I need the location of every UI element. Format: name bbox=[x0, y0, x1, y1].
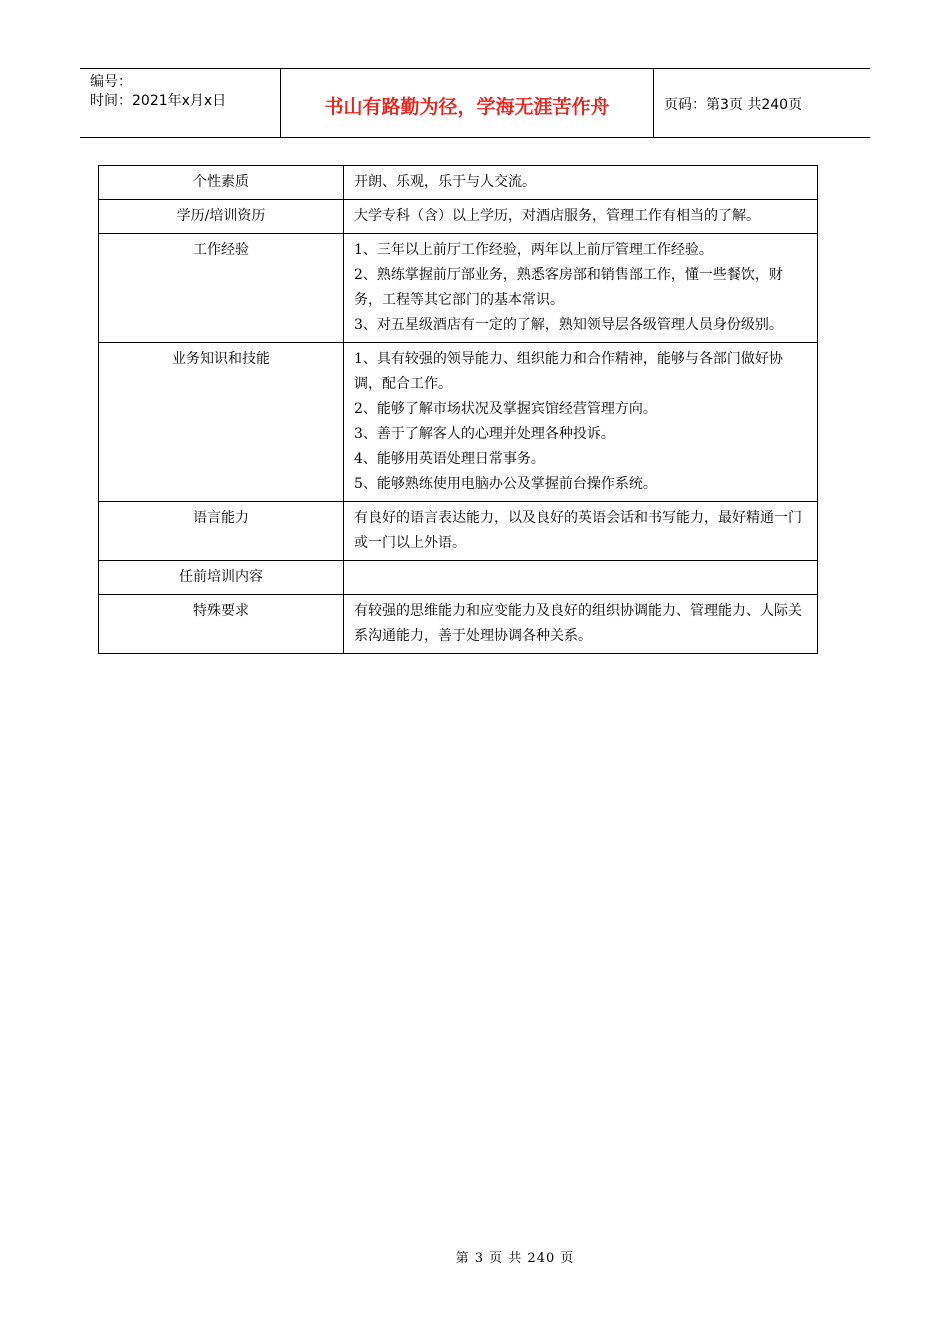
row-value-experience bbox=[344, 234, 818, 343]
time-label: 时间：2021年x月x日 bbox=[90, 93, 227, 109]
row-label-training: 任前培训内容 bbox=[99, 561, 344, 595]
row-value-line: 1、三年以上前厅工作经验，两年以上前厅管理工作经验。 bbox=[354, 242, 713, 258]
row-label-experience: 工作经验 bbox=[99, 234, 344, 343]
row-value-line: 5、能够熟练使用电脑办公及掌握前台操作系统。 bbox=[354, 476, 657, 492]
row-value-line: 3、对五星级酒店有一定的了解，熟知领导层各级管理人员身份级别。 bbox=[354, 317, 783, 333]
row-value-line: 1、具有较强的领导能力、组织能力和合作精神，能够与各部门做好协调，配合工作。 bbox=[354, 351, 783, 392]
row-value-line: 有良好的语言表达能力，以及良好的英语会话和书写能力，最好精通一门或一门以上外语。 bbox=[354, 510, 802, 551]
row-value-personality bbox=[344, 166, 818, 200]
table-row bbox=[99, 595, 818, 654]
row-value-special bbox=[344, 595, 818, 654]
row-value-line: 开朗、乐观，乐于与人交流。 bbox=[354, 174, 536, 190]
header-motto: 书山有路勤为径，学海无涯苦作舟 bbox=[281, 69, 654, 137]
table-row bbox=[99, 502, 818, 561]
number-label: 编号： bbox=[90, 74, 132, 90]
job-requirements-table bbox=[98, 165, 818, 654]
row-label-language: 语言能力 bbox=[99, 502, 344, 561]
page-footer: 第 3 页 共 240 页 bbox=[455, 1251, 575, 1266]
row-label-education: 学历/培训资历 bbox=[99, 200, 344, 234]
table-row bbox=[99, 343, 818, 502]
table-row bbox=[99, 234, 818, 343]
page-header bbox=[80, 68, 870, 138]
row-value-line: 2、能够了解市场状况及掌握宾馆经营管理方向。 bbox=[354, 401, 657, 417]
table-row bbox=[99, 166, 818, 200]
header-meta bbox=[80, 69, 281, 137]
row-value-training bbox=[344, 561, 818, 595]
row-value-line: 有较强的思维能力和应变能力及良好的组织协调能力、管理能力、人际关系沟通能力，善于处理协调各种关系。 bbox=[354, 603, 802, 644]
row-value-skills bbox=[344, 343, 818, 502]
row-value-line: 3、善于了解客人的心理并处理各种投诉。 bbox=[354, 426, 615, 442]
header-page-info: 页码：第3页 共240页 bbox=[664, 97, 803, 113]
row-label-special: 特殊要求 bbox=[99, 595, 344, 654]
table-row bbox=[99, 561, 818, 595]
row-value-line: 4、能够用英语处理日常事务。 bbox=[354, 451, 545, 467]
table-row bbox=[99, 200, 818, 234]
row-value-education bbox=[344, 200, 818, 234]
row-value-line: 2、熟练掌握前厅部业务，熟悉客房部和销售部工作，懂一些餐饮，财务，工程等其它部门的基本常识。 bbox=[354, 267, 783, 308]
row-value-line: 大学专科（含）以上学历，对酒店服务，管理工作有相当的了解。 bbox=[354, 208, 760, 224]
row-value-language bbox=[344, 502, 818, 561]
row-label-personality: 个性素质 bbox=[99, 166, 344, 200]
row-label-skills: 业务知识和技能 bbox=[99, 343, 344, 502]
